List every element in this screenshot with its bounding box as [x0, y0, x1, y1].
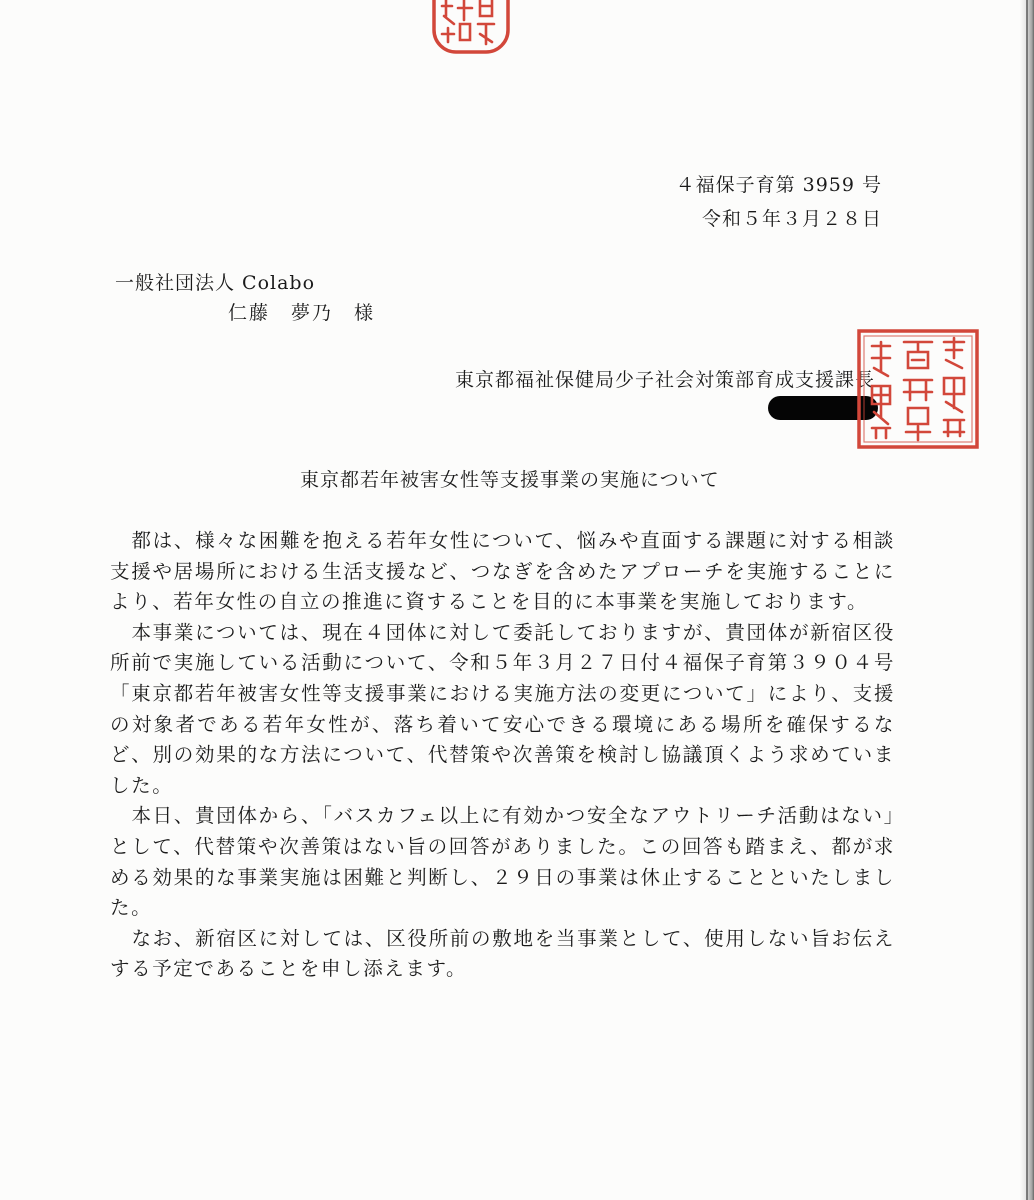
top-official-seal — [430, 0, 514, 58]
addressee-organization: 一般社団法人 Colabo — [115, 272, 316, 294]
scan-edge-line — [1026, 0, 1028, 1200]
body-paragraph: なお、新宿区に対しては、区役所前の敷地を当事業として、使用しない旨お伝えする予定であることを申し添えます。 — [110, 926, 895, 981]
document-number: ４福保子育第 3959 号 — [675, 174, 882, 196]
sender-official-seal — [856, 328, 980, 450]
document-subject: 東京都若年被害女性等支援事業の実施について — [300, 469, 720, 491]
body-paragraph: 本事業については、現在４団体に対して委託しておりますが、貴団体が新宿区役所前で実施している活動について、令和５年３月２７日付４福保子育第３９０４号「東京都若年被害女性等支援事業における実施方法の変更について」により、支援の対象者である若年女性が、落ち着いて安心できる環境にある場所を確保するなど、別の効果的な方法について、代替策や次善策を検討し協議頂くよう求めていました。 — [110, 620, 895, 797]
document-date: 令和５年３月２８日 — [701, 208, 882, 230]
document-body — [110, 526, 895, 985]
document-header-block — [676, 168, 882, 236]
body-paragraph: 都は、様々な困難を抱える若年女性について、悩みや直面する課題に対する相談支援や居場所における生活支援など、つなぎを含めたアプローチを実施することにより、若年女性の自立の推進に資することを目的に本事業を実施しております。 — [110, 529, 895, 614]
sender-title: 東京都福祉保健局少子社会対策部育成支援課長 — [455, 369, 876, 391]
addressee-name: 仁藤 夢乃 様 — [228, 302, 376, 324]
body-paragraph: 本日、貴団体から、「バスカフェ以上に有効かつ安全なアウトリーチ活動はない」として、代替策や次善策はない旨の回答がありました。この回答も踏まえ、都が求める効果的な事業実施は困難と判断し、２９日の事業は休止することといたしました。 — [110, 804, 895, 920]
